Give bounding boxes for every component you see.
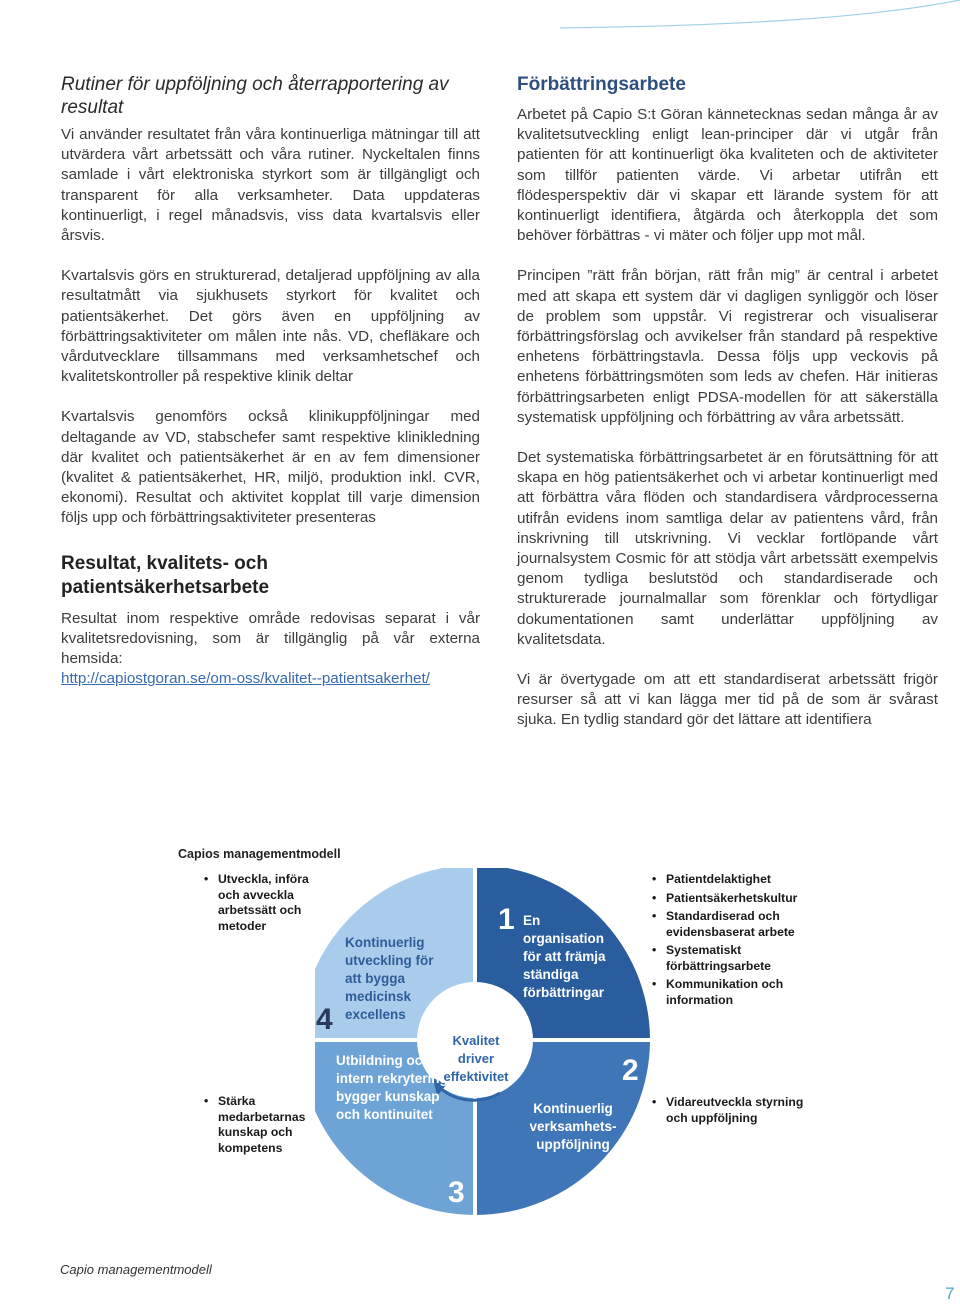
left-heading-2: Resultat, kvalitets- och patientsäkerhetsarbete: [61, 552, 270, 598]
corner-decoration: [560, 0, 960, 30]
bullet-item: • Patientsäkerhetskultur: [652, 891, 822, 907]
segment-2-text: Kontinuerlig verksamhets-uppföljning: [529, 1101, 617, 1152]
left-heading: Rutiner för uppföljning och återrapportering av resultat: [61, 74, 449, 118]
diagram-title: Capios managementmodell: [178, 847, 341, 861]
left-paragraph-1: Vi använder resultatet från våra kontinuerliga mätningar till att utvärdera vårt arbetssätt och våra rutiner. Nyckeltalen finns samlade i vårt elektroniska styrkort som är tillgängligt och transparent för alla verksamheter. Data uppdateras kontinuerligt, i regel månadsvis, viss data kvartalsvis eller årsvis.: [61, 126, 480, 245]
bullets-top-left: [204, 872, 314, 937]
bullet-item: • Stärka medarbetarnas kunskap och kompetens: [204, 1094, 316, 1156]
bullets-bottom-right: [652, 1095, 822, 1129]
segment-3-number: 3: [448, 1176, 465, 1209]
right-column: [517, 73, 938, 731]
bullet-item: • Kommunikation och information: [652, 977, 822, 1008]
segment-3-text: Utbildning och intern rekrytering bygger kunskap och kontinuitet: [336, 1053, 448, 1122]
bullet-item: • Utveckla, införa och avveckla arbetssätt och metoder: [204, 872, 314, 934]
left-paragraph-2: Kvartalsvis görs en strukturerad, detaljerad uppföljning av alla resultatmått via sjukhusets styrkort för kvalitet och patientsäkerhet. Det görs även en uppföljning av förbättringsaktiviteter om målen inte nås. VD, chefläkare och vårdutvecklare tillsammans med verksamhetschef och kvalitetskontroller på respektive klinik deltar: [61, 267, 480, 386]
right-paragraph-4: Vi är övertygade om att ett standardiserat arbetssätt frigör resurser så att vi kan lägga mer tid på de som är svårast sjuka. En tydlig standard gör det lättare att identifiera: [517, 671, 938, 729]
right-heading: Förbättringsarbete: [517, 74, 686, 95]
right-paragraph-2: Principen ”rätt från början, rätt från mig” är central i arbetet med att skapa ett system där vi dagligen synliggör och löser de problem som uppstår. Vi registrerar och visualiserar förbättringsförslag och avvikelser från standard på respektive enhetens förbättringstavla. Dessa följs upp veckovis på enhetens förbättringsmöten som leds av chefen. Här initieras förbättringsarbeten enligt PDSA-modellen för att säkerställa systematisk uppföljning och förbättring av våra arbetssätt.: [517, 267, 938, 426]
figure-caption: Capio managementmodell: [60, 1262, 212, 1277]
left-paragraph-4: Resultat inom respektive område redovisas separat i vår kvalitetsredovisning, som är tillgänglig på vår externa hemsida:: [61, 609, 480, 668]
bullet-item: • Systematiskt förbättringsarbete: [652, 943, 822, 974]
bullet-item: • Vidareutveckla styrning och uppföljning: [652, 1095, 822, 1126]
right-paragraph-1: Arbetet på Capio S:t Göran kännetecknas sedan många år av kvalitetsutveckling enligt lean-principer där vi utgår från patienten för att kontinuerligt öka kvaliteten och de aktiviteter som tillför patienten värde. Vi arbetar utifrån ett flödesperspektiv där vi skapar ett lärande system för att kontinuerligt identifiera, åtgärda och återkoppla det som behöver förbättras - vi mäter och följer upp mot mål.: [517, 106, 938, 245]
kvalitet-link[interactable]: http://capiostgoran.se/om-oss/kvalitet--patientsakerhet/: [61, 670, 430, 688]
left-column: [61, 73, 480, 689]
bullets-top-right: [652, 872, 822, 1011]
bullets-bottom-left: [204, 1094, 316, 1159]
page-number: 7: [945, 1284, 955, 1303]
bullet-item: • Standardiserad och evidensbaserat arbete: [652, 909, 822, 940]
left-paragraph-3: Kvartalsvis genomförs också klinikuppföljningar med deltagande av VD, stabschefer samt respektive klinikledning där kvalitet och patientsäkerhet är en av fem dimensioner (kvalitet & patientsäkerhet, HR, miljö, produktion inkl. CVR, ekonomi). Resultat och aktivitet kopplat till varje dimension följs upp och förbättringsaktiviteter presenteras: [61, 408, 480, 527]
center-text: Kvalitet driver effektivitet: [443, 1033, 509, 1084]
segment-1-text: En organisation för att främja ständiga förbättringar: [523, 913, 606, 1000]
bullet-item: • Patientdelaktighet: [652, 872, 822, 888]
segment-4-text: Kontinuerlig utveckling för att bygga medicinsk excellens: [345, 935, 434, 1022]
segment-4-number: 4: [316, 1003, 333, 1036]
segment-2-number: 2: [622, 1054, 639, 1087]
segment-1-number: 1: [498, 903, 515, 936]
right-paragraph-3: Det systematiska förbättringsarbetet är en förutsättning för att skapa en hög patientsäkerhet och vi arbetar kontinuerligt med att förbättra våra flöden och standardisera vårdprocesserna utifrån evidens inom samtliga delar av patientens vård, från inskrivning till utskrivning. Vi vecklar fortlöpande vårt journalsystem Cosmic för att stödja vårt arbetssätt exempelvis genom tydliga beslutstöd och standardiserade och strukturerade journalmallar som förenklar och förtydligar dokumentationen samt underlättar uppföljning av kvalitetsdata.: [517, 449, 938, 648]
